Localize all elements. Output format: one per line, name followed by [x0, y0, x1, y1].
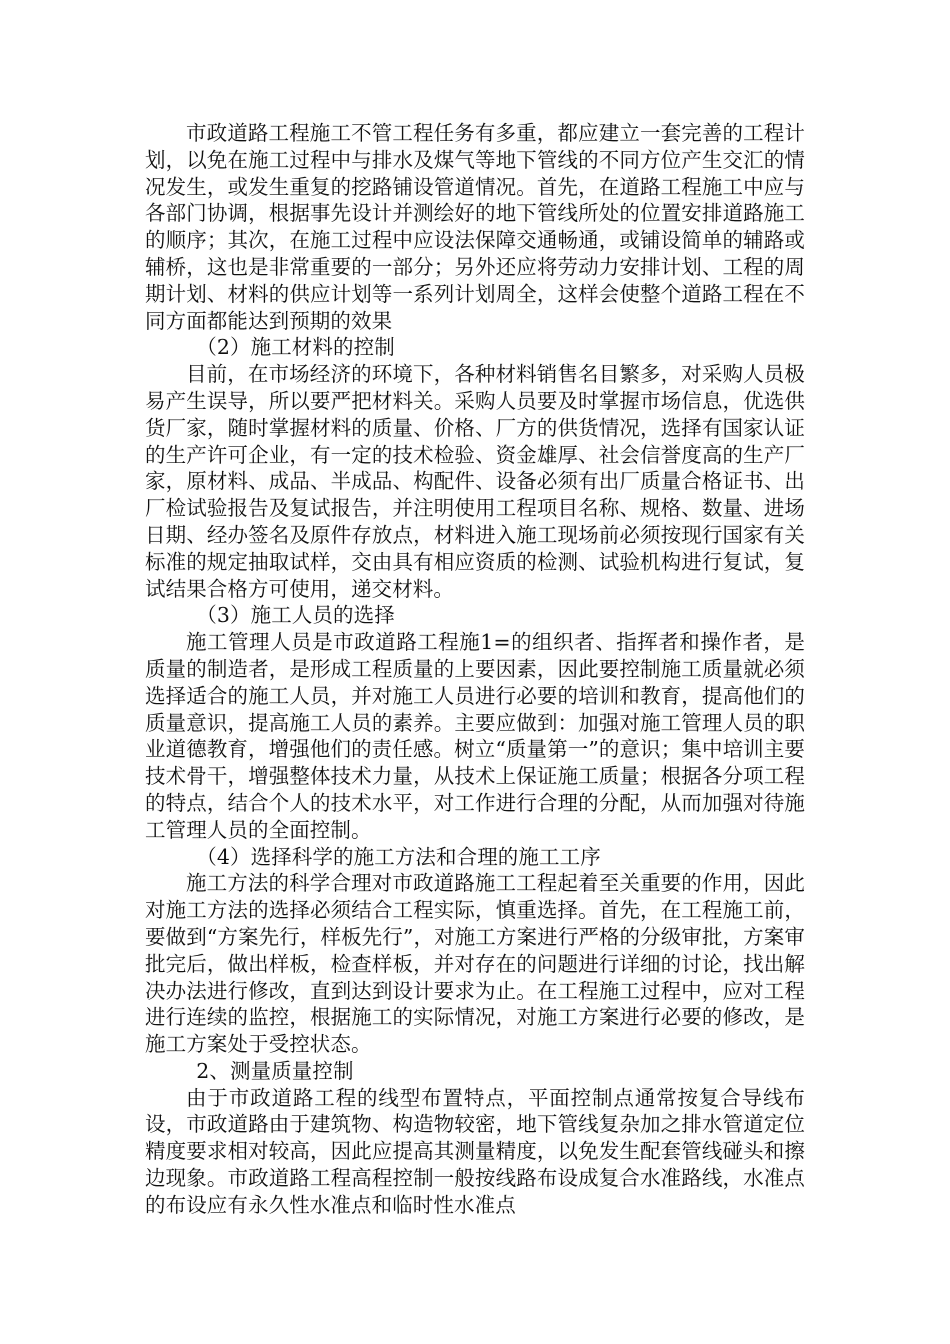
heading-material-control: （2）施工材料的控制 — [196, 335, 395, 360]
heading-survey-quality: 2、测量质量控制 — [196, 1058, 354, 1083]
paragraph-survey-quality: 由于市政道路工程的线型布置特点，平面控制点通常按复合导线布设，市政道路由于建筑物、构造物较密，地下管线复杂加之排水管道定位精度要求相对较高，因此应提高其测量精度，以免发生配套管线碰头和擦边现象。市政道路工程高程控制一般按线路布设成复合水准路线，水准点的布设应有永久性水准点和临时性水准点 — [145, 1085, 805, 1217]
heading-construction-method: （4）选择科学的施工方法和合理的施工工序 — [196, 844, 601, 869]
paragraph-construction-plan: 市政道路工程施工不管工程任务有多重，都应建立一套完善的工程计划，以免在施工过程中与排水及煤气等地下管线的不同方位产生交汇的情况发生，或发生重复的挖路铺设管道情况。首先，在道路工程施工中应与各部门协调，根据事先设计并测绘好的地下管线所处的位置安排道路施工的顺序；其次，在施工过程中应设法保障交通畅通，或铺设简单的辅路或辅桥，这也是非常重要的一部分；另外还应将劳动力安排计划、工程的周期计划、材料的供应计划等一系列计划周全，这样会使整个道路工程在不同方面都能达到预期的效果 — [145, 121, 805, 333]
document-page — [145, 120, 805, 1219]
paragraph-construction-method: 施工方法的科学合理对市政道路施工工程起着至关重要的作用，因此对施工方法的选择必须结合工程实际，慎重选择。首先，在工程施工前，要做到“方案先行，样板先行”，对施工方案进行严格的分级审批，方案审批完后，做出样板，检查样板，并对存在的问题进行详细的讨论，找出解决办法进行修改，直到达到设计要求为止。在工程施工过程中，应对工程进行连续的监控，根据施工的实际情况，对施工方案进行必要的修改，是施工方案处于受控状态。 — [145, 871, 805, 1057]
paragraph-material-control: 目前，在市场经济的环境下，各种材料销售名目繁多，对采购人员极易产生误导，所以要严把材料关。采购人员要及时掌握市场信息，优选供货厂家，随时掌握材料的质量、价格、厂方的供货情况，选择有国家认证的生产许可企业，有一定的技术检验、资金雄厚、社会信誉度高的生产厂家，原材料、成品、半成品、构配件、设备必须有出厂质量合格证书、出厂检试验报告及复试报告，并注明使用工程项目名称、规格、数量、进场日期、经办签名及原件存放点，材料进入施工现场前必须按现行国家有关标准的规定抽取试样，交由具有相应资质的检测、试验机构进行复试，复试结果合格方可使用，递交材料。 — [145, 362, 805, 601]
heading-personnel-selection: （3）施工人员的选择 — [196, 603, 395, 628]
paragraph-personnel-selection: 施工管理人员是市政道路工程施1=的组织者、指挥者和操作者，是质量的制造者，是形成工程质量的上要因素，因此要控制施工质量就必须选择适合的施工人员，并对施工人员进行必要的培训和教育，提高他们的质量意识，提高施工人员的素养。主要应做到：加强对施工管理人员的职业道德教育，增强他们的责任感。树立“质量第一”的意识；集中培训主要技术骨干，增强整体技术力量，从技术上保证施工质量；根据各分项工程的特点，结合个人的技术水平，对工作进行合理的分配，从而加强对待施工管理人员的全面控制。 — [145, 630, 805, 842]
